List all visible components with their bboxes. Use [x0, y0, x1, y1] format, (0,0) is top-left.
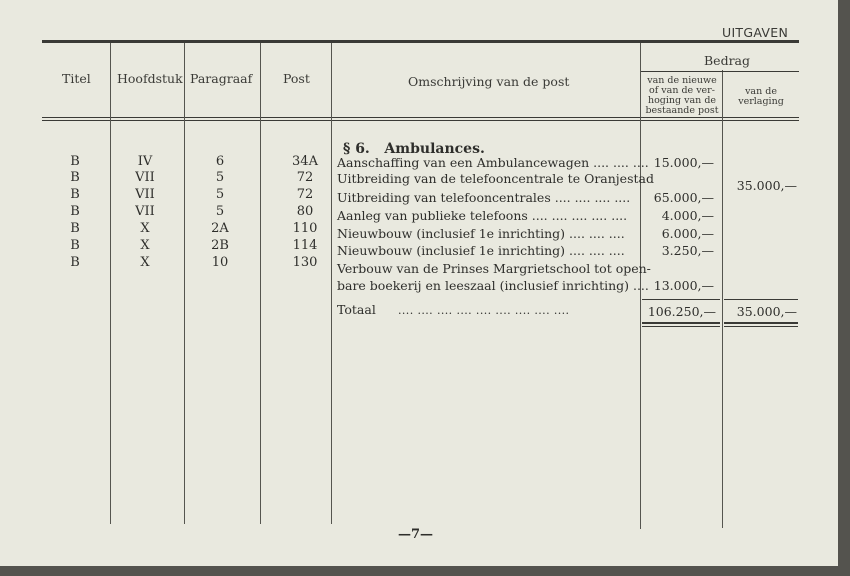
totaal-nieuwe: 106.250,—: [647, 304, 716, 319]
cell-nieuwe: 65.000,—: [653, 190, 714, 205]
header-nieuwe-line: of van de ver-: [649, 85, 715, 96]
bedrag-subrule: [641, 71, 799, 72]
cell-omschrijving-line: Verbouw van de Prinses Margrietschool tot open-: [337, 261, 651, 276]
cell-post: 34A: [292, 154, 318, 169]
header-paragraaf: Paragraaf: [190, 71, 253, 86]
col-divider-1: [110, 43, 111, 524]
col-divider-3: [260, 43, 261, 524]
cell-titel: B: [70, 204, 80, 219]
header-post: Post: [283, 71, 310, 86]
total-double-rule: [642, 326, 720, 327]
cell-paragraaf: 5: [215, 170, 225, 185]
subtotal-rule-nieuwe: [642, 299, 720, 300]
header-nieuwe-line: van de nieuwe: [647, 75, 717, 86]
header-omschrijving: Omschrijving van de post: [408, 74, 570, 89]
col-divider-4: [331, 43, 332, 524]
cell-hoofdstuk: VII: [135, 170, 155, 185]
totaal-verlaging: 35.000,—: [736, 304, 797, 319]
header-nieuwe: [642, 76, 722, 116]
total-double-rule: [642, 322, 720, 324]
cell-titel: B: [70, 238, 80, 253]
header-nieuwe-line: bestaande post: [645, 105, 719, 116]
header-hoofdstuk: Hoofdstuk: [117, 71, 183, 86]
top-rule: [42, 40, 799, 43]
header-titel: Titel: [62, 71, 91, 86]
totaal-label: Totaal: [337, 302, 376, 317]
page-number: —7—: [398, 527, 434, 542]
cell-nieuwe: 4.000,—: [661, 208, 714, 223]
cell-titel: B: [70, 255, 80, 270]
cell-post: 130: [292, 255, 318, 270]
cell-titel: B: [70, 221, 80, 236]
cell-hoofdstuk: IV: [137, 154, 153, 169]
cell-paragraaf: 6: [215, 154, 225, 169]
header-rule-2: [42, 120, 799, 121]
cell-post: 110: [292, 221, 318, 236]
header-verlaging-line: verlaging: [738, 96, 784, 107]
cell-paragraaf: 2B: [211, 238, 229, 253]
cell-post: 80: [296, 204, 314, 219]
cell-titel: B: [70, 187, 80, 202]
header-bedrag: Bedrag: [704, 53, 751, 68]
cell-post: 114: [292, 238, 318, 253]
total-double-rule: [724, 322, 798, 324]
cell-nieuwe: 6.000,—: [661, 226, 714, 241]
header-verlaging-line: van de: [745, 86, 777, 97]
cell-nieuwe: 13.000,—: [653, 278, 714, 293]
cell-hoofdstuk: VII: [135, 187, 155, 202]
cell-nieuwe: 15.000,—: [653, 155, 714, 170]
total-double-rule: [724, 326, 798, 327]
cell-omschrijving: Uitbreiding van telefooncentrales .... .... .... ....: [337, 190, 631, 205]
cell-titel: B: [70, 154, 80, 169]
cell-verlaging: 35.000,—: [736, 178, 797, 193]
section-heading: § 6. Ambulances.: [343, 141, 485, 157]
cell-hoofdstuk: X: [140, 221, 150, 236]
cell-hoofdstuk: X: [140, 255, 150, 270]
totaal-dots: .... .... .... .... .... .... .... .... ....: [398, 304, 570, 317]
cell-hoofdstuk: X: [140, 238, 150, 253]
cell-post: 72: [296, 187, 314, 202]
subtotal-rule-verlaging: [724, 299, 798, 300]
section-label: UITGAVEN: [722, 25, 789, 40]
cell-paragraaf: 2A: [211, 221, 229, 236]
cell-paragraaf: 10: [211, 255, 229, 270]
header-rule: [42, 117, 799, 118]
cell-hoofdstuk: VII: [135, 204, 155, 219]
cell-post: 72: [296, 170, 314, 185]
cell-titel: B: [70, 170, 80, 185]
header-nieuwe-line: hoging van de: [647, 95, 717, 106]
cell-omschrijving: Aanleg van publieke telefoons .... .... .... .... ....: [337, 208, 628, 223]
cell-paragraaf: 5: [215, 187, 225, 202]
col-divider-6: [722, 70, 723, 528]
col-divider-2: [184, 43, 185, 524]
cell-omschrijving: Nieuwbouw (inclusief 1e inrichting) .... .... ....: [337, 226, 625, 241]
cell-paragraaf: 5: [215, 204, 225, 219]
cell-omschrijving: Nieuwbouw (inclusief 1e inrichting) .... .... ....: [337, 243, 625, 258]
cell-omschrijving: Uitbreiding van de telefooncentrale te Oranjestad: [337, 171, 654, 186]
cell-omschrijving: Aanschaffing van een Ambulancewagen .... .... ....: [337, 155, 649, 170]
cell-nieuwe: 3.250,—: [661, 243, 714, 258]
cell-omschrijving-line: bare boekerij en leeszaal (inclusief inrichting) ....: [337, 278, 649, 293]
header-verlaging: [723, 87, 799, 107]
